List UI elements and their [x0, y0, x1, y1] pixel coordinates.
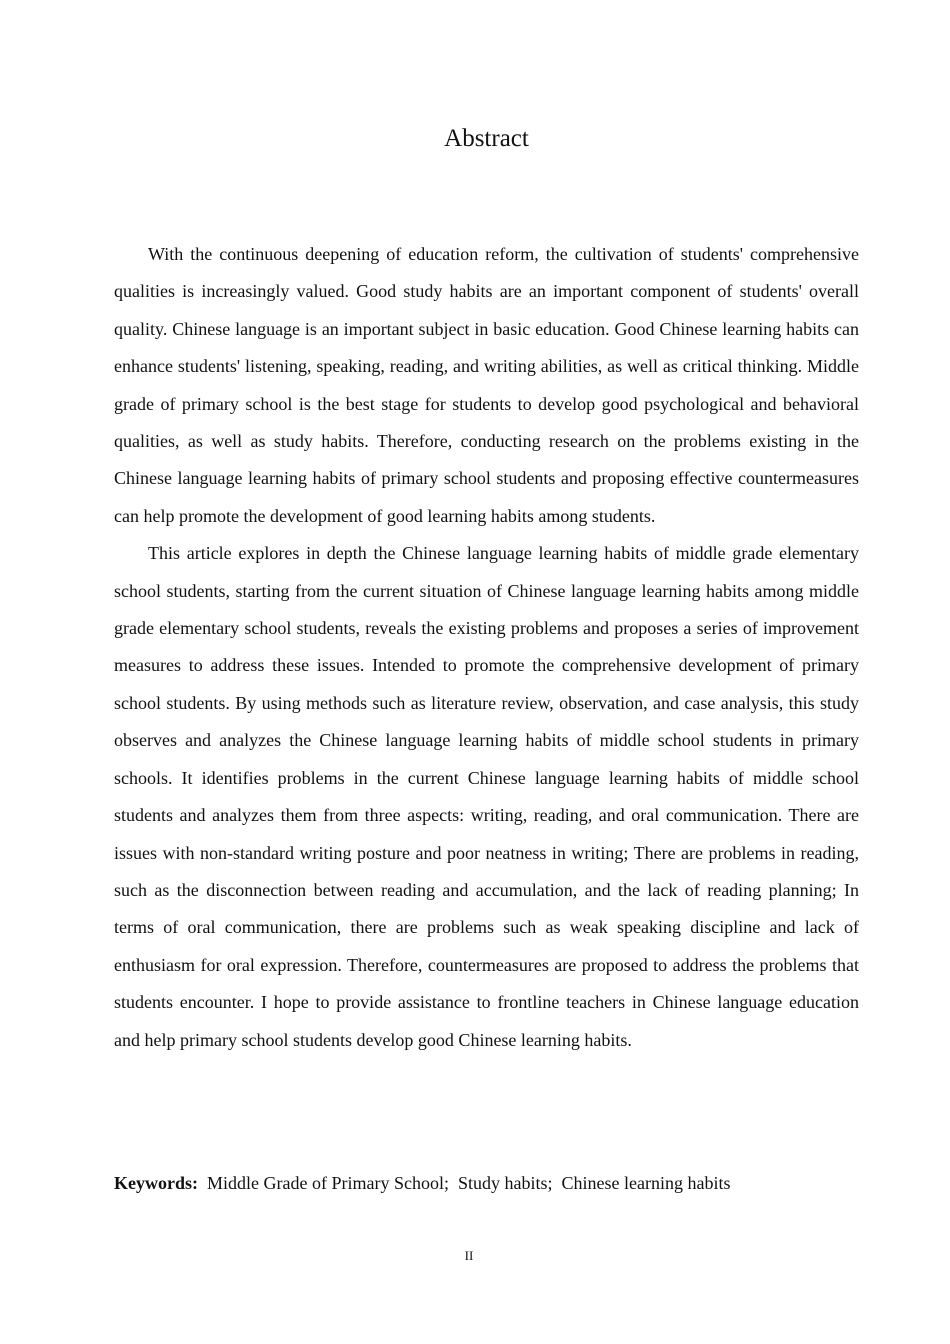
keyword-item: Chinese learning habits	[561, 1173, 731, 1193]
abstract-paragraph-2: This article explores in depth the Chinese language learning habits of middle grade elementary school students, starting from the current situation of Chinese language learning habits among middle grade elementary school students, reveals the existing problems and proposes a series of improvement measures to address these issues. Intended to promote the comprehensive development of primary school students. By using methods such as literature review, observation, and case analysis, this study observes and analyzes the Chinese language learning habits of middle school students in primary schools. It identifies problems in the current Chinese language learning habits of middle school students and analyzes them from three aspects: writing, reading, and oral communication. There are issues with non-standard writing posture and poor neatness in writing; There are problems in reading, such as the disconnection between reading and accumulation, and the lack of reading planning; In terms of oral communication, there are problems such as weak speaking discipline and lack of enthusiasm for oral expression. Therefore, countermeasures are proposed to address the problems that students encounter. I hope to provide assistance to frontline teachers in Chinese language education and help primary school students develop good Chinese learning habits.	[114, 543, 859, 1050]
abstract-body	[114, 236, 859, 1059]
keyword-separator: ;	[547, 1173, 553, 1193]
keywords-line	[114, 1166, 859, 1200]
abstract-title: Abstract	[444, 125, 529, 152]
page-number: II	[464, 1248, 474, 1263]
keywords-label: Keywords:	[114, 1173, 198, 1193]
keyword-separator: ;	[443, 1173, 449, 1193]
keyword-item: Middle Grade of Primary School	[207, 1173, 444, 1193]
abstract-paragraph-1: With the continuous deepening of education reform, the cultivation of students' comprehensive qualities is increasingly valued. Good study habits are an important component of students' overall quality. Chinese language is an important subject in basic education. Good Chinese learning habits can enhance students' listening, speaking, reading, and writing abilities, as well as critical thinking. Middle grade of primary school is the best stage for students to develop good psychological and behavioral qualities, as well as study habits. Therefore, conducting research on the problems existing in the Chinese language learning habits of primary school students and proposing effective countermeasures can help promote the development of good learning habits among students.	[114, 244, 859, 526]
keyword-item: Study habits	[457, 1173, 548, 1193]
